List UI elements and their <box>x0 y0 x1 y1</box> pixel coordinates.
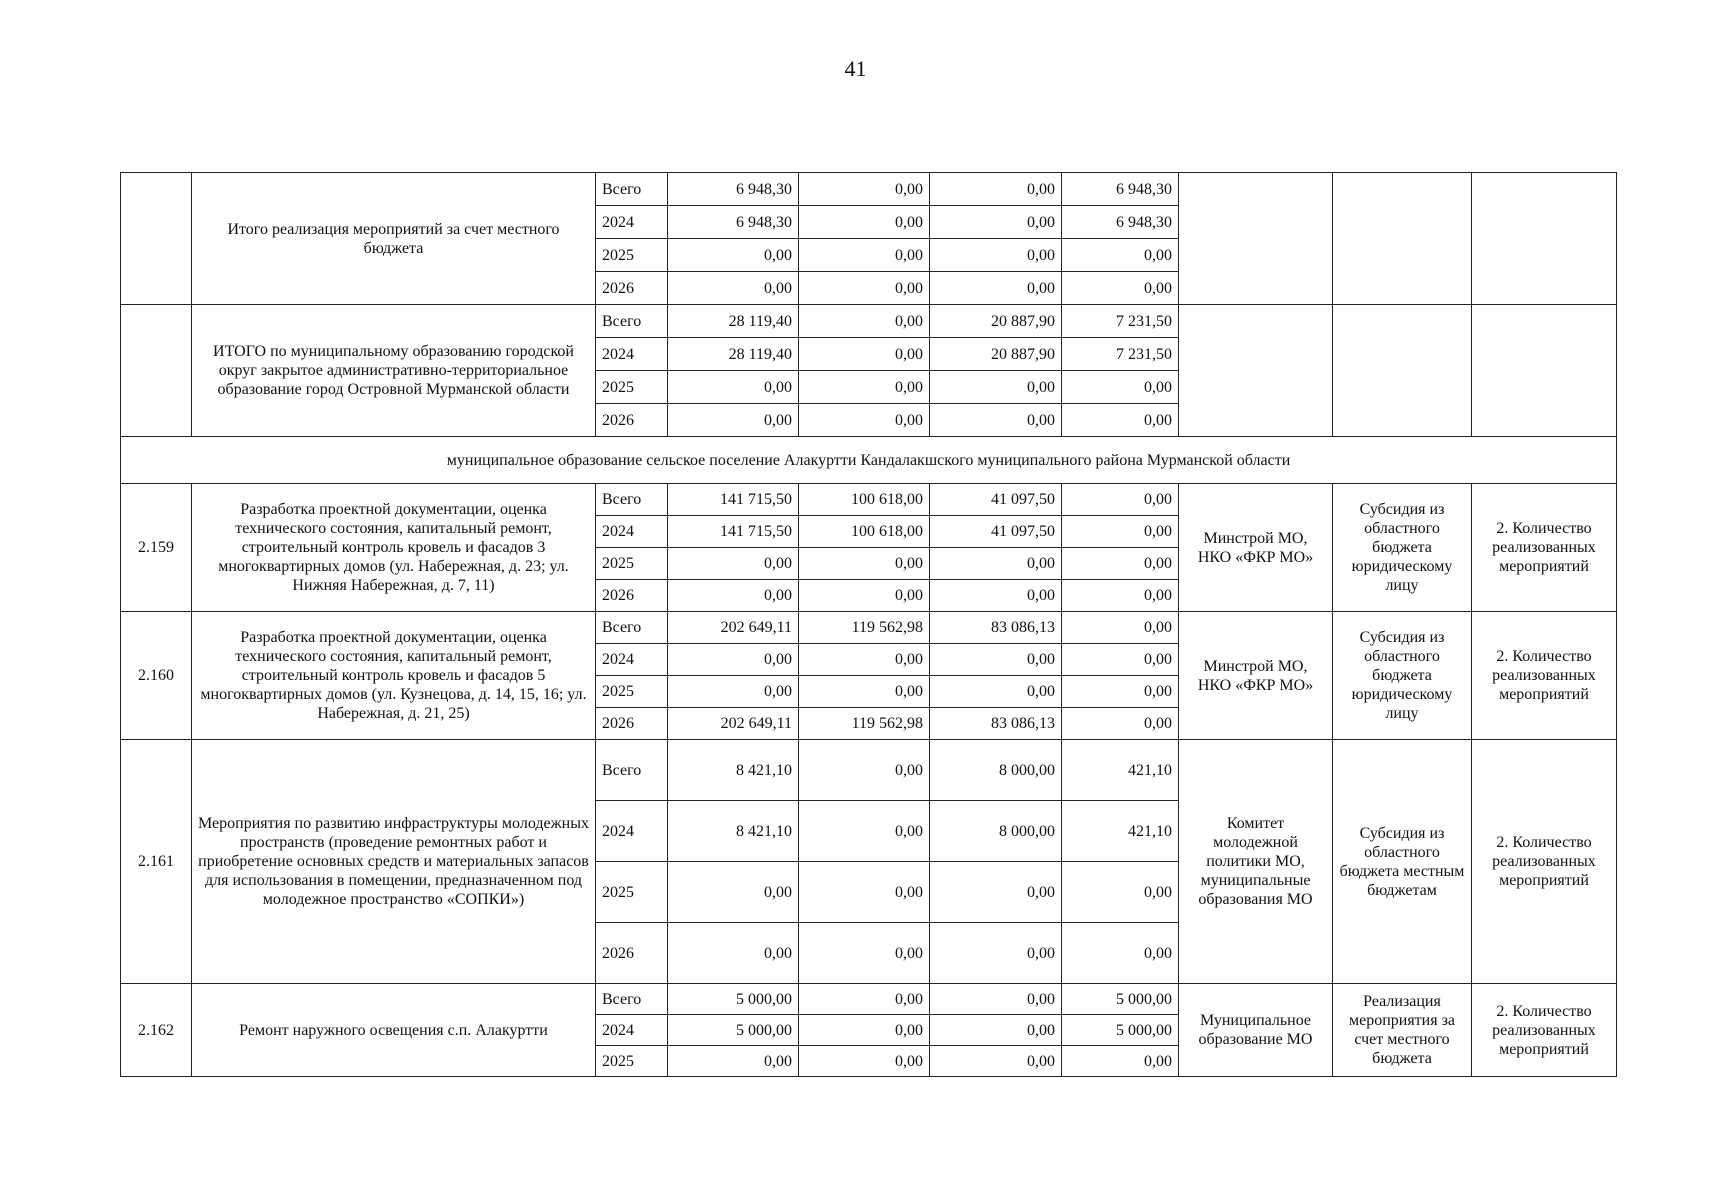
federal-amount: 0,00 <box>799 676 930 708</box>
executor-cell: Минстрой МО, НКО «ФКР МО» <box>1179 612 1333 740</box>
local-amount: 5 000,00 <box>1062 1015 1179 1046</box>
local-amount: 0,00 <box>1062 676 1179 708</box>
federal-amount: 0,00 <box>799 272 930 305</box>
regional-amount: 0,00 <box>930 173 1062 206</box>
local-amount: 0,00 <box>1062 708 1179 740</box>
federal-amount: 0,00 <box>799 644 930 676</box>
year-cell: Всего <box>596 612 668 644</box>
total-amount: 141 715,50 <box>668 484 799 516</box>
measure-name: Мероприятия по развитию инфраструктуры молодежных пространств (проведение ремонтных работ и приобретение основных средств и материальных запасов для использования в помещении, предназначенном под молодежное пространство «СОПКИ») <box>192 740 596 984</box>
measure-number: 2.160 <box>121 612 192 740</box>
num-cell <box>121 173 192 305</box>
indicator-cell: 2. Количество реализованных мероприятий <box>1472 612 1617 740</box>
federal-amount: 0,00 <box>799 984 930 1015</box>
measure-number: 2.161 <box>121 740 192 984</box>
year-cell: Всего <box>596 740 668 801</box>
summary-title: ИТОГО по муниципальному образованию городской округ закрытое административно-территориальное образование город Островной Мурманской области <box>192 305 596 437</box>
total-amount: 202 649,11 <box>668 708 799 740</box>
regional-amount: 0,00 <box>930 404 1062 437</box>
total-amount: 5 000,00 <box>668 984 799 1015</box>
regional-amount: 0,00 <box>930 1046 1062 1077</box>
year-cell: Всего <box>596 984 668 1015</box>
federal-amount: 0,00 <box>799 239 930 272</box>
federal-amount: 0,00 <box>799 338 930 371</box>
year-cell: Всего <box>596 305 668 338</box>
year-cell: 2026 <box>596 923 668 984</box>
regional-amount: 41 097,50 <box>930 516 1062 548</box>
mechanism-cell: Субсидия из областного бюджета юридическому лицу <box>1333 484 1472 612</box>
local-amount: 0,00 <box>1062 612 1179 644</box>
regional-amount: 20 887,90 <box>930 338 1062 371</box>
executor-cell: Муниципальное образование МО <box>1179 984 1333 1077</box>
measure-number: 2.159 <box>121 484 192 612</box>
indicator-cell: 2. Количество реализованных мероприятий <box>1472 984 1617 1077</box>
budget-table <box>120 172 1617 1077</box>
year-cell: Всего <box>596 484 668 516</box>
section-heading: муниципальное образование сельское поселение Алакуртти Кандалакшского муниципального района Мурманской области <box>121 437 1617 484</box>
total-amount: 141 715,50 <box>668 516 799 548</box>
regional-amount: 0,00 <box>930 206 1062 239</box>
federal-amount: 0,00 <box>799 371 930 404</box>
regional-amount: 0,00 <box>930 923 1062 984</box>
regional-amount: 0,00 <box>930 239 1062 272</box>
year-cell: 2026 <box>596 404 668 437</box>
federal-amount: 0,00 <box>799 580 930 612</box>
local-amount: 6 948,30 <box>1062 206 1179 239</box>
federal-amount: 0,00 <box>799 305 930 338</box>
total-amount: 5 000,00 <box>668 1015 799 1046</box>
year-cell: 2024 <box>596 338 668 371</box>
total-amount: 0,00 <box>668 371 799 404</box>
table-row <box>121 173 1617 206</box>
total-amount: 0,00 <box>668 644 799 676</box>
executor-cell: Комитет молодежной политики МО, муниципальные образования МО <box>1179 740 1333 984</box>
regional-amount: 41 097,50 <box>930 484 1062 516</box>
year-cell: 2024 <box>596 1015 668 1046</box>
table-row <box>121 484 1617 516</box>
local-amount: 421,10 <box>1062 740 1179 801</box>
local-amount: 0,00 <box>1062 548 1179 580</box>
regional-amount: 8 000,00 <box>930 740 1062 801</box>
local-amount: 0,00 <box>1062 862 1179 923</box>
regional-amount: 83 086,13 <box>930 612 1062 644</box>
executor-cell: Минстрой МО, НКО «ФКР МО» <box>1179 484 1333 612</box>
local-amount: 0,00 <box>1062 239 1179 272</box>
year-cell: 2024 <box>596 516 668 548</box>
total-amount: 6 948,30 <box>668 206 799 239</box>
total-amount: 0,00 <box>668 548 799 580</box>
regional-amount: 0,00 <box>930 548 1062 580</box>
federal-amount: 100 618,00 <box>799 484 930 516</box>
local-amount: 0,00 <box>1062 371 1179 404</box>
local-amount: 0,00 <box>1062 923 1179 984</box>
mechanism-cell: Субсидия из областного бюджета местным бюджетам <box>1333 740 1472 984</box>
total-amount: 0,00 <box>668 239 799 272</box>
measure-name: Разработка проектной документации, оценка технического состояния, капитальный ремонт, строительный контроль кровель и фасадов 3 многоквартирных домов (ул. Набережная, д. 23; ул. Нижняя Набережная, д. 7, 11) <box>192 484 596 612</box>
total-amount: 0,00 <box>668 1046 799 1077</box>
federal-amount: 119 562,98 <box>799 612 930 644</box>
regional-amount: 20 887,90 <box>930 305 1062 338</box>
federal-amount: 0,00 <box>799 1046 930 1077</box>
indicator-cell <box>1472 173 1617 305</box>
federal-amount: 0,00 <box>799 740 930 801</box>
executor-cell <box>1179 305 1333 437</box>
regional-amount: 0,00 <box>930 1015 1062 1046</box>
year-cell: 2025 <box>596 1046 668 1077</box>
local-amount: 0,00 <box>1062 1046 1179 1077</box>
federal-amount: 119 562,98 <box>799 708 930 740</box>
measure-name: Ремонт наружного освещения с.п. Алакуртти <box>192 984 596 1077</box>
federal-amount: 100 618,00 <box>799 516 930 548</box>
federal-amount: 0,00 <box>799 862 930 923</box>
local-amount: 0,00 <box>1062 484 1179 516</box>
local-amount: 0,00 <box>1062 272 1179 305</box>
regional-amount: 83 086,13 <box>930 708 1062 740</box>
table-row <box>121 740 1617 801</box>
federal-amount: 0,00 <box>799 206 930 239</box>
total-amount: 202 649,11 <box>668 612 799 644</box>
year-cell: 2025 <box>596 239 668 272</box>
federal-amount: 0,00 <box>799 173 930 206</box>
local-amount: 7 231,50 <box>1062 305 1179 338</box>
local-amount: 6 948,30 <box>1062 173 1179 206</box>
year-cell: 2025 <box>596 548 668 580</box>
year-cell: 2026 <box>596 580 668 612</box>
regional-amount: 0,00 <box>930 984 1062 1015</box>
table-row <box>121 437 1617 484</box>
total-amount: 0,00 <box>668 862 799 923</box>
page-number: 41 <box>844 56 867 81</box>
total-amount: 6 948,30 <box>668 173 799 206</box>
total-amount: 28 119,40 <box>668 338 799 371</box>
total-amount: 0,00 <box>668 923 799 984</box>
indicator-cell: 2. Количество реализованных мероприятий <box>1472 740 1617 984</box>
local-amount: 0,00 <box>1062 516 1179 548</box>
executor-cell <box>1179 173 1333 305</box>
table-row <box>121 612 1617 644</box>
year-cell: 2026 <box>596 708 668 740</box>
year-cell: 2024 <box>596 644 668 676</box>
indicator-cell: 2. Количество реализованных мероприятий <box>1472 484 1617 612</box>
regional-amount: 0,00 <box>930 371 1062 404</box>
total-amount: 0,00 <box>668 404 799 437</box>
mechanism-cell: Субсидия из областного бюджета юридическому лицу <box>1333 612 1472 740</box>
total-amount: 0,00 <box>668 676 799 708</box>
year-cell: Всего <box>596 173 668 206</box>
regional-amount: 0,00 <box>930 676 1062 708</box>
summary-title: Итого реализация мероприятий за счет местного бюджета <box>192 173 596 305</box>
local-amount: 0,00 <box>1062 580 1179 612</box>
num-cell <box>121 305 192 437</box>
total-amount: 0,00 <box>668 272 799 305</box>
table-row <box>121 305 1617 338</box>
regional-amount: 0,00 <box>930 272 1062 305</box>
measure-number: 2.162 <box>121 984 192 1077</box>
local-amount: 421,10 <box>1062 801 1179 862</box>
federal-amount: 0,00 <box>799 404 930 437</box>
regional-amount: 0,00 <box>930 644 1062 676</box>
total-amount: 28 119,40 <box>668 305 799 338</box>
federal-amount: 0,00 <box>799 923 930 984</box>
federal-amount: 0,00 <box>799 801 930 862</box>
mechanism-cell <box>1333 305 1472 437</box>
local-amount: 0,00 <box>1062 404 1179 437</box>
indicator-cell <box>1472 305 1617 437</box>
mechanism-cell <box>1333 173 1472 305</box>
regional-amount: 0,00 <box>930 580 1062 612</box>
measure-name: Разработка проектной документации, оценка технического состояния, капитальный ремонт, строительный контроль кровель и фасадов 5 многоквартирных домов (ул. Кузнецова, д. 14, 15, 16; ул. Набережная, д. 21, 25) <box>192 612 596 740</box>
local-amount: 0,00 <box>1062 644 1179 676</box>
total-amount: 8 421,10 <box>668 740 799 801</box>
local-amount: 7 231,50 <box>1062 338 1179 371</box>
year-cell: 2024 <box>596 206 668 239</box>
year-cell: 2025 <box>596 862 668 923</box>
federal-amount: 0,00 <box>799 1015 930 1046</box>
regional-amount: 0,00 <box>930 862 1062 923</box>
federal-amount: 0,00 <box>799 548 930 580</box>
local-amount: 5 000,00 <box>1062 984 1179 1015</box>
total-amount: 0,00 <box>668 580 799 612</box>
year-cell: 2024 <box>596 801 668 862</box>
year-cell: 2025 <box>596 371 668 404</box>
mechanism-cell: Реализация мероприятия за счет местного бюджета <box>1333 984 1472 1077</box>
table-row <box>121 984 1617 1015</box>
year-cell: 2025 <box>596 676 668 708</box>
regional-amount: 8 000,00 <box>930 801 1062 862</box>
total-amount: 8 421,10 <box>668 801 799 862</box>
year-cell: 2026 <box>596 272 668 305</box>
